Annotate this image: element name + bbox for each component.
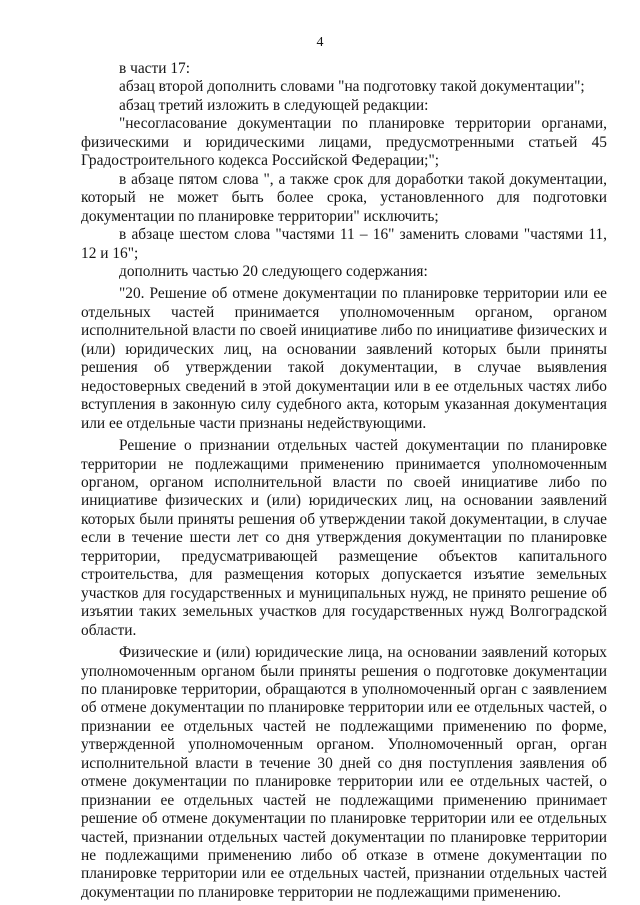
page-number: 4	[316, 35, 324, 50]
paragraph-fifth-clause: в абзаце пятом слова ", а также срок для доработки такой документации, который не может быть более срока, установленного для подготовки документации по планировке территории" исключить;	[81, 170, 607, 225]
document-body	[81, 60, 607, 902]
paragraph-add-part-20: дополнить частью 20 следующего содержания:	[119, 262, 428, 280]
paragraph-sixth-clause: в абзаце шестом слова "частями 11 – 16" заменить словами "частями 11, 12 и 16";	[81, 226, 607, 262]
paragraph-second-clause: абзац второй дополнить словами "на подготовку такой документации";	[119, 78, 585, 96]
paragraph-quoted-third-clause: "несогласование документации по планировке территории органами, физическими и юридическими лицами, предусмотренными статьей 45 Градостроительного кодекса Российской Федерации;";	[81, 115, 607, 170]
paragraph-part-20-not-applicable: Решение о признании отдельных частей документации по планировке территории не подлежащими применению принимается уполномоченным органом, органом исполнительной власти по своей инициативе либо по инициативе физических и (или) юридических лиц, на основании заявлений которых были приняты решения об утверждении такой документации, в случае если в течение шести лет со дня утверждения документации по планировке территории, предусматривающей размещение объектов капитального строительства, для размещения которых допускается изъятие земельных участков для государственных и муниципальных нужд, не принято решение об изъятии таких земельных участков для государственных нужд Волгоградской области.	[81, 437, 607, 639]
paragraph-part-20-cancellation: "20. Решение об отмене документации по планировке территории или ее отдельных частей принимается уполномоченным органом, органом исполнительной власти по своей инициативе либо по инициативе физических и (или) юридических лиц, на основании заявлений которых были приняты решения об утверждении такой документации, в случае выявления недостоверных сведений в этой документации или в ее отдельных частях либо вступления в законную силу судебного акта, которым указанная документация или ее отдельные части признаны недействующими.	[81, 285, 607, 432]
paragraph-third-clause: абзац третий изложить в следующей редакции:	[119, 96, 429, 114]
paragraph-part-20-applicants: Физические и (или) юридические лица, на основании заявлений которых уполномоченным органом были приняты решения о подготовке документации по планировке территории, обращаются в уполномоченный орган с заявлением об отмене документации по планировке территории или ее отдельных частей, о признании ее отдельных частей не подлежащими применению по форме, утвержденной уполномоченным органом. Уполномоченный орган, орган исполнительной власти в течение 30 дней со дня поступления заявления об отмене документации по планировке территории или ее отдельных частей, о признании ее отдельных частей не подлежащими применению принимает решение об отмене документации по планировке территории или ее отдельных частей, признании отдельных частей документации по планировке территории не подлежащими применению либо об отказе в отмене документации по планировке территории или ее отдельных частей, признании отдельных частей документации по планировке территории не подлежащими применению.	[81, 644, 607, 901]
paragraph-part-17: в части 17:	[119, 60, 190, 77]
